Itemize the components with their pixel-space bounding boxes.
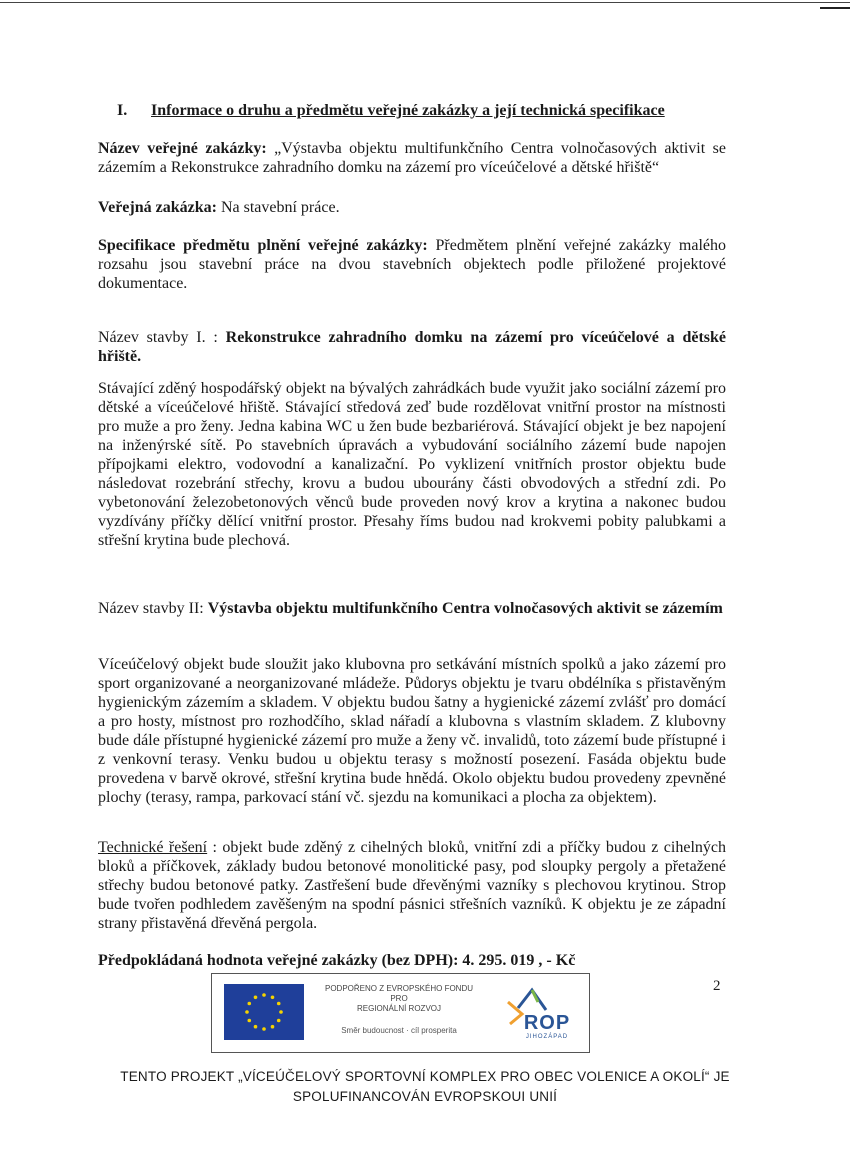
contract-type-text: Na stavební práce. — [216, 199, 340, 216]
building2-description: Víceúčelový objekt bude sloužit jako klubovna pro setkávání místních spolků a jako zázemí pro sport organizované a neorganizované mládeže. Půdorys objektu je tvaru obdélníka s přistavěným hygienickým zázemím a skladem. V objektu budou šatny a hygienické zázemí zvlášť pro domácí a pro hosty, místnost pro rozhodčího, sklad nářadí a klubovna s vlastním skladem. Z klubovny bude dále přístupné hygienické zázemí pro muže a ženy vč. invalidů, toto zázemí bude přístupné i z venkovní terasy. Venku budou u objektu terasy s možností posezení. Fasáda objektu bude provedena v barvě okrové, střešní krytina bude hnědá. Okolo objektu budou provedeny zpevněné plochy (terasy, rampa, parkovací stání vč. sjezdu na komunikaci a plocha za objektem). — [98, 656, 726, 806]
scan-corner-mark — [820, 7, 850, 9]
scan-top-edge — [0, 2, 850, 3]
erdf-line3: REGIONÁLNÍ ROZVOJ — [356, 1004, 441, 1013]
footer-line-2: SPOLUFINANCOVÁN EVROPSKOUI UNIÍ — [292, 1089, 558, 1104]
erdf-line1: PODPOŘENO Z EVROPSKÉHO FONDU — [324, 984, 474, 993]
eu-star-icon — [277, 1002, 281, 1006]
section-heading — [117, 102, 665, 120]
contract-name-paragraph — [98, 139, 726, 177]
technical-solution-paragraph — [98, 838, 726, 933]
contract-name-label: Název veřejné zakázky: — [98, 140, 267, 157]
erdf-caption — [314, 984, 484, 1036]
technical-solution-text: : objekt bude zděný z cihelných bloků, vnitřní zdi a příčky budou z cihelných bloků a příčkovek, základy budou betonové monolitické pasy, pod sloupky pergoly a přetažené střechy budou betonové patky. Zastřešení bude dřevěnými vazníky s plechovou krytinou. Strop bude tvořen podhledem zavěšeným na spodní pásnici střešních vazníků. K objektu je ze západní strany přistavěná dřevěná pergola. — [98, 839, 727, 932]
eu-flag-icon — [224, 984, 304, 1040]
estimated-value-text: Předpokládaná hodnota veřejné zakázky (bez DPH): 4. 295. 019 , - Kč — [98, 952, 576, 969]
building2-heading — [98, 599, 726, 618]
eu-star-icon — [247, 1002, 251, 1006]
eu-star-icon — [271, 995, 275, 999]
section-number: I. — [117, 102, 128, 119]
technical-solution-label: Technické řešení — [98, 839, 208, 856]
eu-star-icon — [262, 1027, 266, 1031]
footer-line-1: TENTO PROJEKT „VÍCEÚČELOVÝ SPORTOVNÍ KOMPLEX PRO OBEC VOLENICE A OKOLÍ“ JE — [120, 1069, 730, 1084]
contract-type-paragraph — [98, 198, 726, 217]
eu-star-icon — [271, 1025, 275, 1029]
specification-label: Specifikace předmětu plnění veřejné zakázky: — [98, 237, 428, 254]
building2-label: Název stavby II: — [98, 600, 208, 617]
funding-logo-banner — [211, 973, 590, 1053]
erdf-motto: Směr budoucnost · cíl prosperita — [341, 1026, 457, 1035]
rop-logo-text: ROP — [523, 1012, 571, 1034]
contract-type-label: Veřejná zakázka: — [98, 199, 217, 216]
page-number: 2 — [713, 978, 721, 994]
eu-star-icon — [262, 993, 266, 997]
building1-description: Stávající zděný hospodářský objekt na bývalých zahrádkách bude využit jako sociální zázemí pro dětské a víceúčelové hřiště. Stávající středová zeď bude rozdělovat vnitřní prostor na místnosti pro muže a pro ženy. Jedna kabina WC u žen bude bezbariérová. Stávající objekt je bez napojení na inženýrské sítě. Po stavebních úpravách a vybudování sociálního zázemí bude napojen přípojkami elektro, vodovodní a kanalizační. Po vyklizení vnitřních prostor objektu bude následovat rozebrání střechy, krovu a budou ubourány části obvodových a střední zdi. Po vybetonování železobetonových věnců bude proveden nový krov a krytina a nakonec budou vyzdívány příčky dělící vnitřní prostor. Přesahy říms budou nad krokvemi pobity palubkami a střešní krytina bude plechová. — [98, 380, 726, 549]
building2-name: Výstavba objektu multifunkčního Centra volnočasových aktivit se zázemím — [207, 600, 723, 617]
specification-text: Předmětem plnění veřejné zakázky malého rozsahu jsou stavební práce na dvou stavebních objektech podle přiložené projektové dokumentace. — [98, 237, 727, 292]
contract-name-text: „Výstavba objektu multifunkčního Centra volnočasových aktivit se zázemím a Rekonstrukce zahradního domku na zázemí pro víceúčelové a dětské hřiště“ — [98, 140, 727, 176]
estimated-value — [98, 951, 726, 970]
building1-label: Název stavby I. : — [98, 329, 226, 346]
eu-star-icon — [254, 995, 258, 999]
eu-star-icon — [247, 1019, 251, 1023]
eu-star-icon — [277, 1019, 281, 1023]
specification-paragraph — [98, 236, 726, 293]
rop-logo-subtext: JIHOZÁPAD — [525, 1034, 569, 1040]
building1-heading — [98, 328, 726, 366]
erdf-line2: PRO — [390, 994, 408, 1003]
eu-star-icon — [279, 1010, 283, 1014]
eu-star-icon — [245, 1010, 249, 1014]
section-title: Informace o druhu a předmětu veřejné zakázky a její technická specifikace — [151, 102, 665, 119]
building1-name: Rekonstrukce zahradního domku na zázemí pro víceúčelové a dětské hřiště. — [98, 329, 727, 365]
eu-star-icon — [254, 1025, 258, 1029]
